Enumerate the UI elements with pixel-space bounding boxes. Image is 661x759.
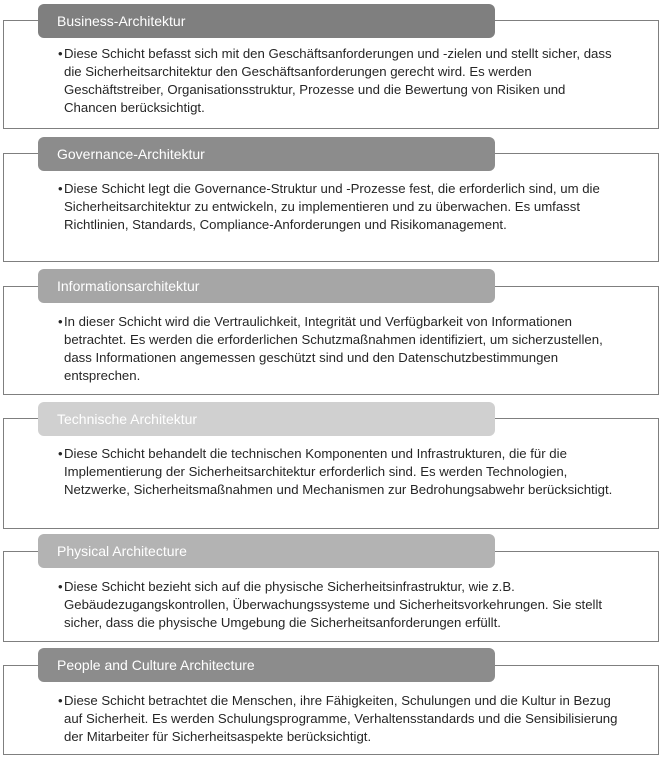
layer-header: People and Culture Architecture — [38, 648, 495, 682]
bullet-icon: • — [58, 181, 63, 196]
layer-description-text: Diese Schicht betrachtet die Menschen, ihre Fähigkeiten, Schulungen und die Kultur in Bezug auf Sicherheit. Es werden Schulungsprogramme, Verhaltensstandards und die Sensibilisierung der Mitarbeiter für Sicherheitsaspekte berücksichtigt. — [64, 693, 618, 744]
bullet-icon: • — [58, 579, 63, 594]
bullet-icon: • — [58, 446, 63, 461]
layer-description-text: Diese Schicht behandelt die technischen Komponenten und Infrastrukturen, die für die Implementierung der Sicherheitsarchitektur erforderlich sind. Es werden Technologien, Netzwerke, Sicherheitsmaßnahmen und Mechanismen zur Bedrohungsabwehr berücksichtigt. — [64, 446, 613, 497]
layer-description — [58, 445, 618, 499]
bullet-icon: • — [58, 46, 63, 61]
layer-description-text: Diese Schicht befasst sich mit den Geschäftsanforderungen und -zielen und stellt sicher, dass die Sicherheitsarchitektur den Geschäftsanforderungen gerecht wird. Es werden Geschäftstreiber, Organisationsstruktur, Prozesse und die Bewertung von Risiken und Chancen berücksichtigt. — [64, 46, 612, 115]
layer-description-text: Diese Schicht bezieht sich auf die physische Sicherheitsinfrastruktur, wie z.B. Gebäudezugangskontrollen, Überwachungssysteme und Sicherheitsvorkehrungen. Sie stellt sicher, dass die physische Umgebung die Sicherheitsanforderungen erfüllt. — [64, 579, 603, 630]
layer-description — [58, 313, 618, 385]
layer-header: Governance-Architektur — [38, 137, 495, 171]
layer-description — [58, 180, 618, 234]
layer-description — [58, 45, 618, 117]
layer-header: Physical Architecture — [38, 534, 495, 568]
layer-description — [58, 692, 618, 746]
layer-description-text: Diese Schicht legt die Governance-Struktur und -Prozesse fest, die erforderlich sind, um die Sicherheitsarchitektur zu entwickeln, zu implementieren und zu überwachen. Es umfasst Richtlinien, Standards, Compliance-Anforderungen und Risikomanagement. — [64, 181, 600, 232]
layer-header: Informationsarchitektur — [38, 269, 495, 303]
layer-description-text: In dieser Schicht wird die Vertraulichkeit, Integrität und Verfügbarkeit von Informationen betrachtet. Es werden die erforderlichen Schutzmaßnahmen identifiziert, um sicherzustellen, dass Informationen angemessen geschützt sind und den Datenschutzbestimmungen entsprechen. — [64, 314, 603, 383]
bullet-icon: • — [58, 314, 63, 329]
bullet-icon: • — [58, 693, 63, 708]
layer-header: Business-Architektur — [38, 4, 495, 38]
layer-header: Technische Architektur — [38, 402, 495, 436]
layer-description — [58, 578, 618, 632]
